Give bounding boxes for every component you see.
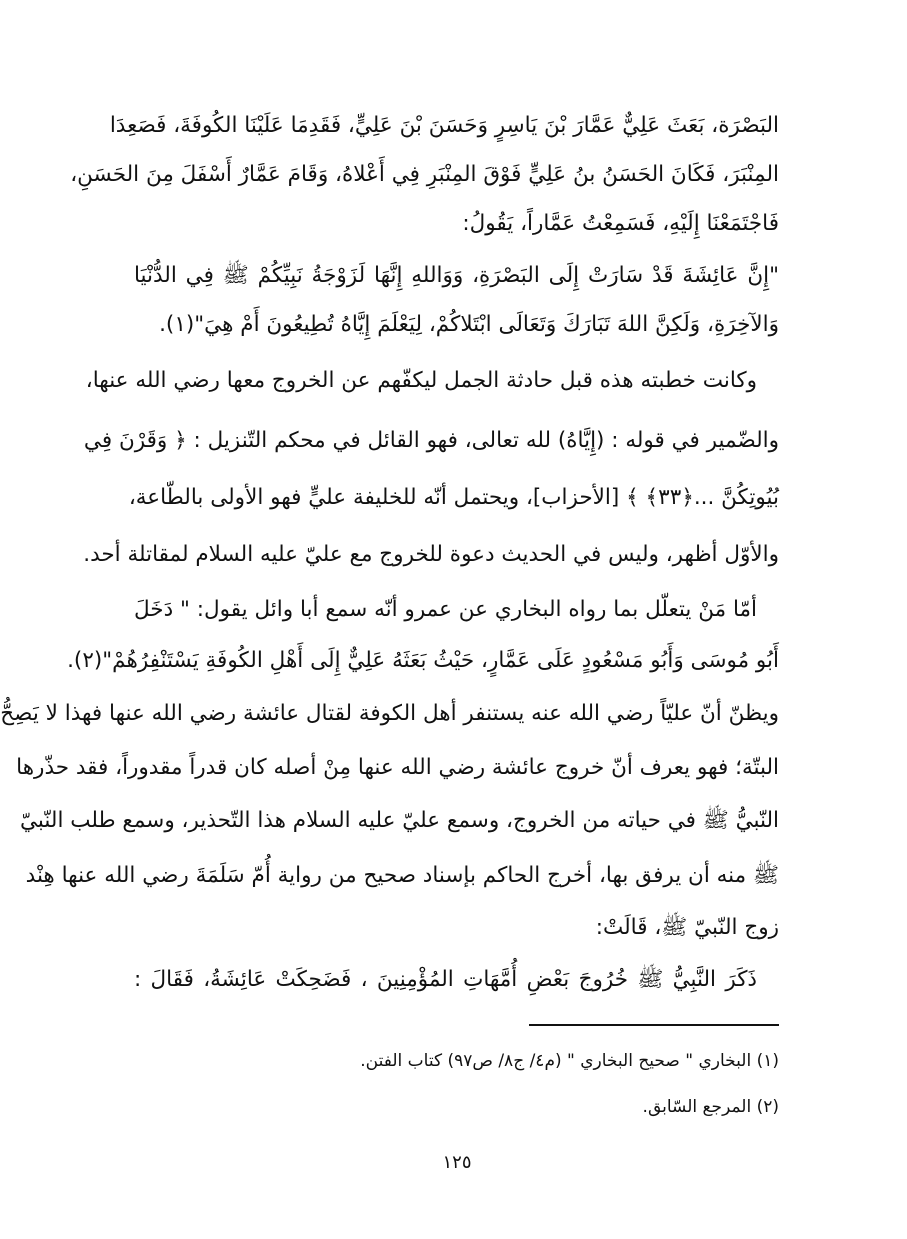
body-line-9: والأوّل أظهر، وليس في الحديث دعوة للخروج مع عليّ عليه السلام لمقاتلة أحد. — [83, 542, 779, 567]
body-line-7: والضّمير في قوله : (إِيَّاهُ) لله تعالى، فهو القائل في محكم التّنزيل : ﴿ وَقَرْنَ فِي — [83, 428, 779, 453]
body-line-15: ﷺ منه أن يرفق بها، أخرج الحاكم بإسناد صحيح من رواية أُمّ سَلَمَةَ رضي الله عنها هِنْد — [25, 863, 779, 888]
body-line-10: أمّا مَنْ يتعلّل بما رواه البخاري عن عمرو أنّه سمع أبا وائل يقول: " دَخَلَ — [134, 597, 757, 622]
body-line-8: بُيُوتِكُنَّ ...﴿٣٣﴾ ﴾ [الأحزاب]، ويحتمل أنّه للخليفة عليٍّ فهو الأولى بالطّاعة، — [128, 485, 779, 510]
body-line-14: النّبيُّ ﷺ في حياته من الخروج، وسمع عليّ عليه السلام هذا التّحذير، وسمع طلب النّبيّ — [20, 808, 779, 833]
body-line-6: وكانت خطبته هذه قبل حادثة الجمل ليكفّهم عن الخروج معها رضي الله عنها، — [85, 368, 757, 393]
body-line-11: أَبُو مُوسَى وَأَبُو مَسْعُودٍ عَلَى عَمَّارٍ، حَيْثُ بَعَثَهُ عَلِيٌّ إِلَى أَهْلِ الكُوفَةِ يَسْتَنْفِرُهُمْ"(٢). — [67, 648, 779, 673]
body-line-12: ويظنّ أنّ عليّاً رضي الله عنه يستنفر أهل الكوفة لقتال عائشة رضي الله عنها فهذا لا يَصِحُّ — [0, 701, 779, 726]
body-line-16: زوج النّبيّ ﷺ، قَالَتْ: — [595, 915, 779, 940]
body-line-13: البتّة؛ فهو يعرف أنّ خروج عائشة رضي الله عنها مِنْ أصله كان قدراً مقدوراً، فقد حذّرها — [16, 755, 779, 780]
body-line-17: ذَكَرَ النَّبِيُّ ﷺ خُرُوجَ بَعْضِ أُمَّهَاتِ المُؤْمِنِينَ ، فَضَحِكَتْ عَائِشَةُ، فَقَالَ : — [134, 967, 757, 992]
footnote-2: (٢) المرجع السّابق. — [642, 1097, 779, 1117]
body-line-5: وَالآخِرَةِ، وَلَكِنَّ اللهَ تَبَارَكَ وَتَعَالَى ابْتَلاكُمْ، لِيَعْلَمَ إِيَّاهُ تُطِيعُونَ أَمْ هِيَ"(١). — [159, 312, 779, 337]
body-line-4: "إِنَّ عَائِشَةَ قَدْ سَارَتْ إِلَى البَصْرَةِ، وَوَاللهِ إِنَّهَا لَزَوْجَةُ نَبِيِّكُمْ ﷺ فِي الدُّنْيَا — [134, 263, 779, 288]
body-line-3: فَاجْتَمَعْنَا إِلَيْهِ، فَسَمِعْتُ عَمَّاراً، يَقُولُ: — [462, 211, 779, 236]
footnote-separator — [529, 1024, 779, 1026]
footnote-1: (١) البخاري " صحيح البخاري " (م٤/ ج٨/ ص٩٧) كتاب الفتن. — [360, 1051, 779, 1071]
body-line-2: المِنْبَرَ، فَكَانَ الحَسَنُ بنُ عَلِيٍّ فَوْقَ المِنْبَرِ فِي أَعْلاهُ، وَقَامَ عَمَّارٌ أَسْفَلَ مِنَ الحَسَنِ، — [70, 162, 779, 187]
page-number: ١٢٥ — [442, 1152, 472, 1173]
body-line-1: البَصْرَة، بَعَثَ عَلِيٌّ عَمَّارَ بْنَ يَاسِرٍ وَحَسَنَ بْنَ عَلِيٍّ، فَقَدِمَا عَلَيْنَا الكُوفَةَ، فَصَعِدَا — [109, 113, 779, 138]
